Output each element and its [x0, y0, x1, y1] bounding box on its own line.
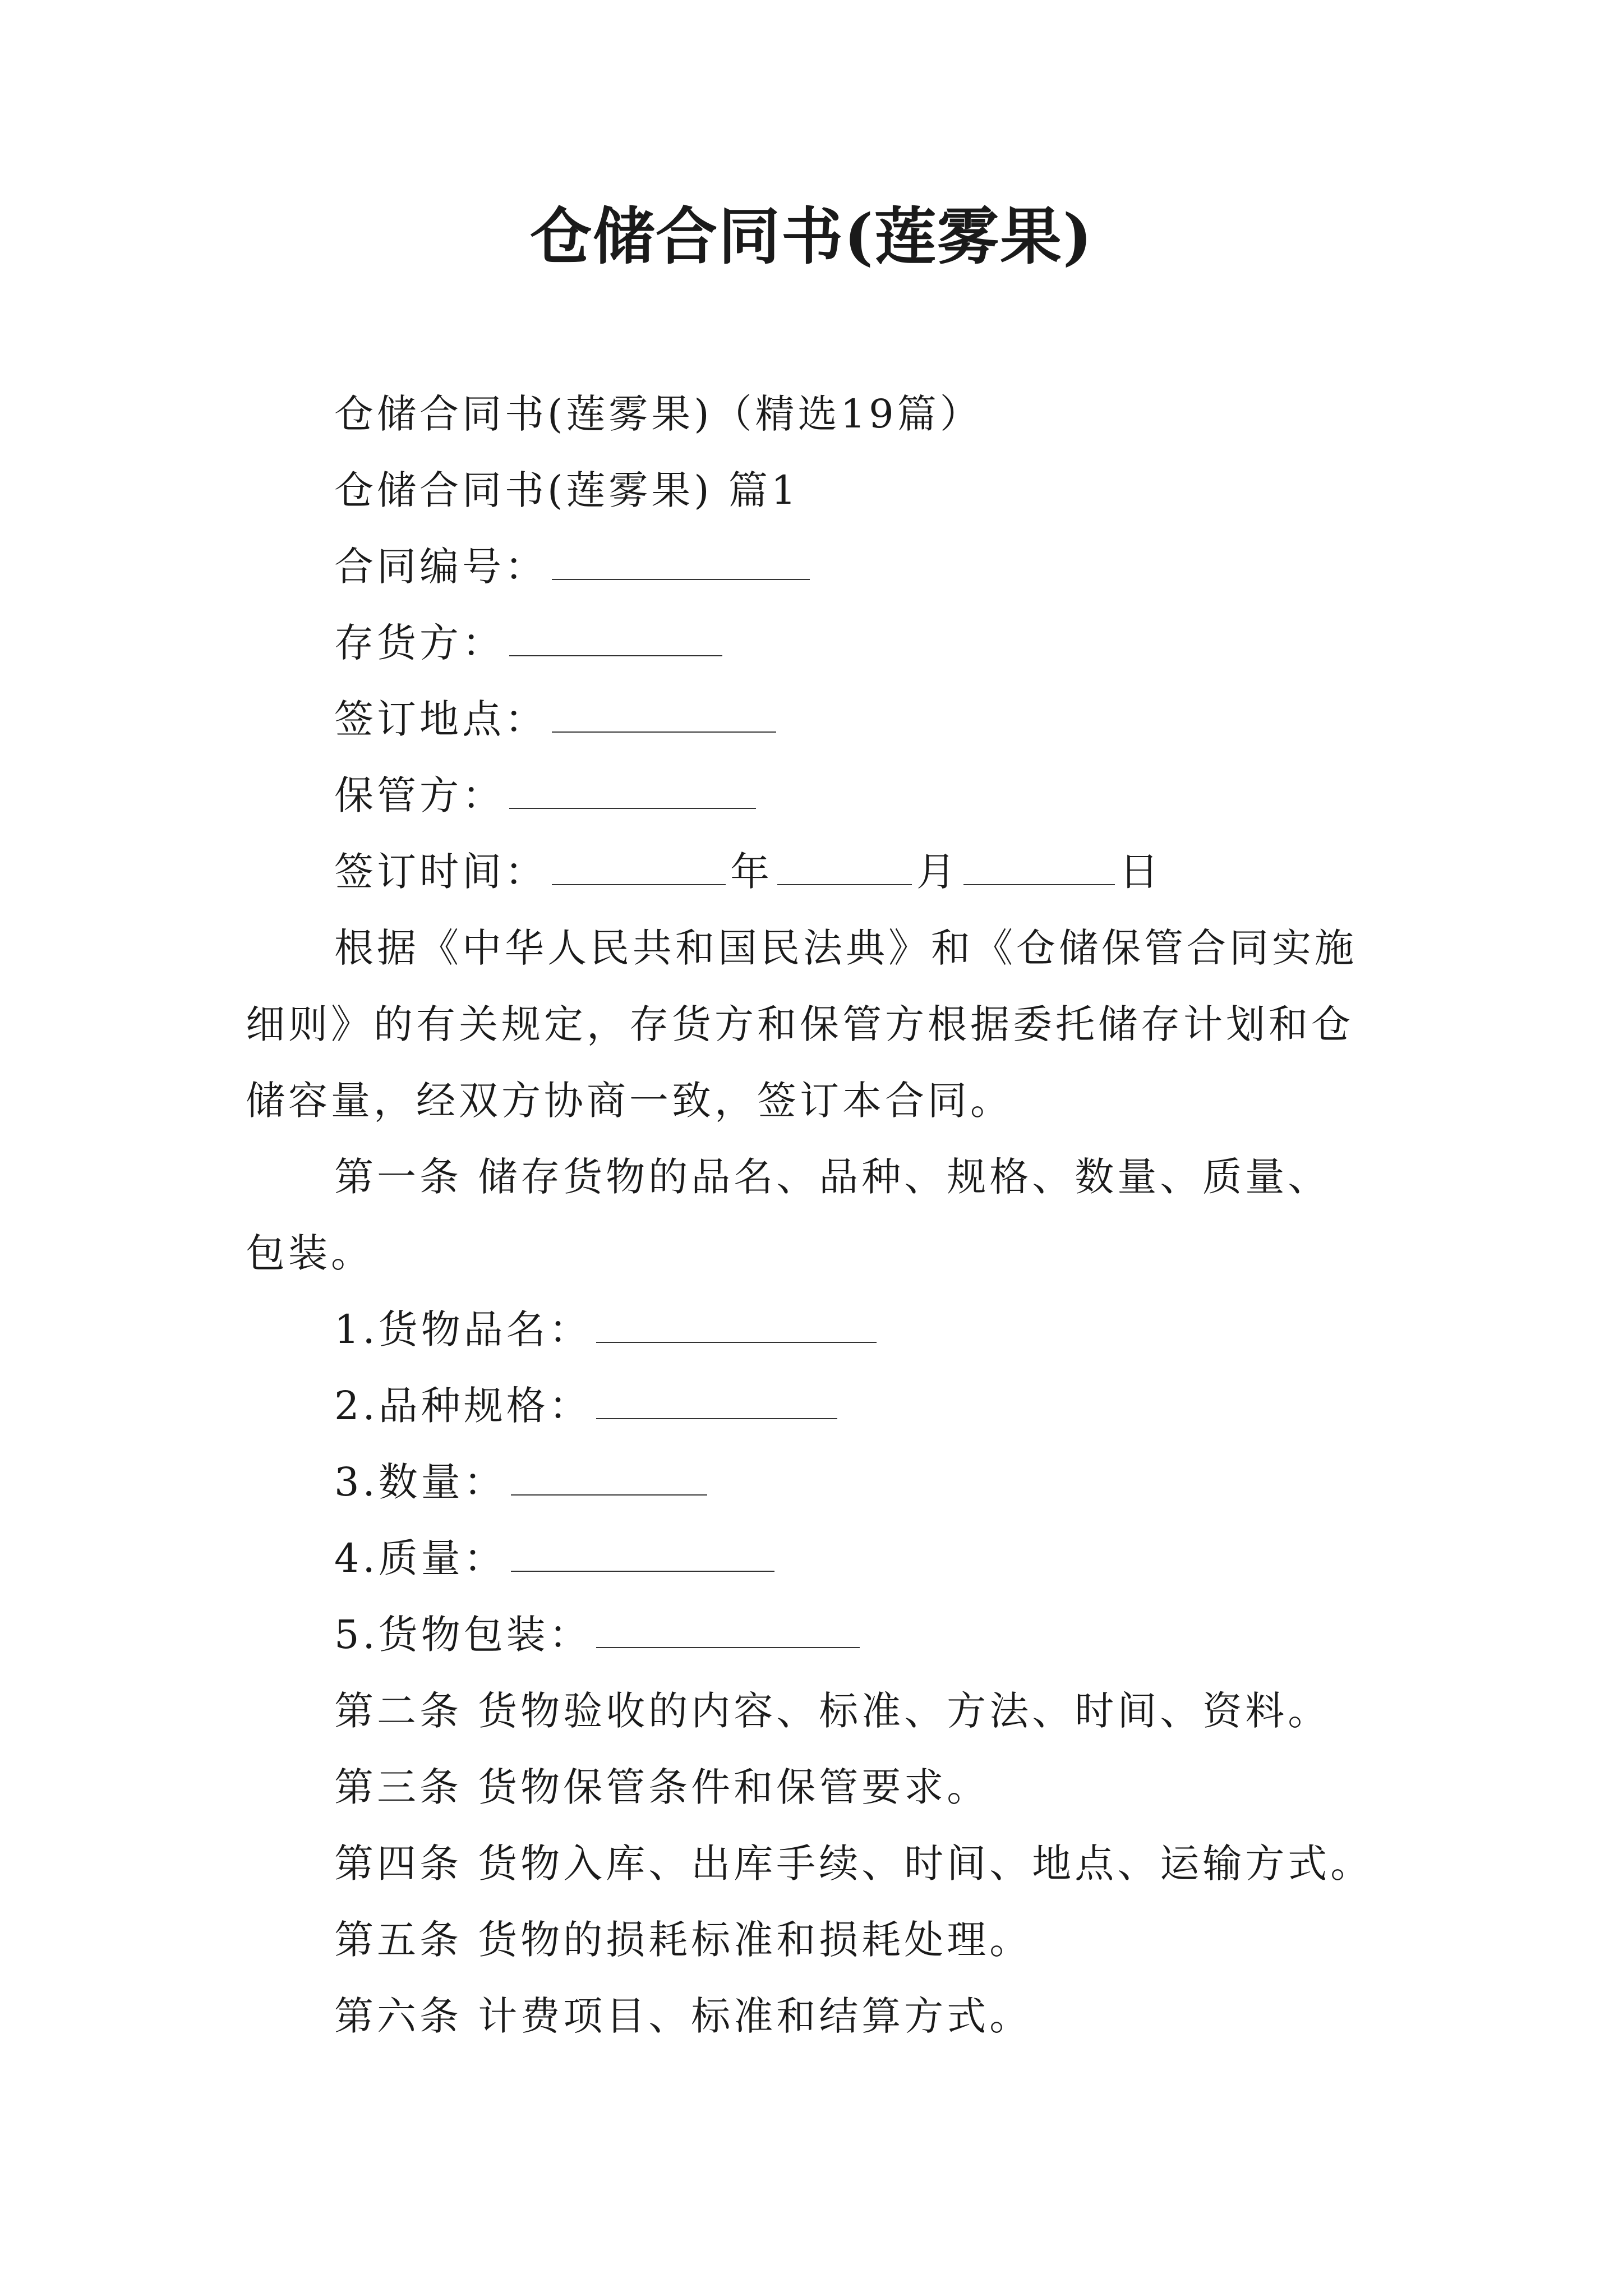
field-label: 合同编号： — [334, 544, 547, 590]
blank-line — [596, 1613, 860, 1648]
field-custodian — [334, 767, 756, 823]
document-subtitle: 仓储合同书(莲雾果)（精选19篇） — [334, 391, 983, 437]
year-label: 年 — [730, 849, 773, 895]
item-label: 4.质量： — [334, 1535, 506, 1581]
blank-line — [509, 622, 722, 656]
item-label: 5.货物包装： — [334, 1612, 592, 1658]
item-label: 3.数量： — [334, 1459, 506, 1505]
article-4: 第四条 货物入库、出库手续、时间、地点、运输方式。 — [334, 1841, 1373, 1887]
item-specification — [334, 1378, 837, 1434]
item-quantity — [334, 1454, 707, 1510]
blank-line — [509, 774, 756, 809]
field-label: 保管方： — [334, 772, 505, 818]
item-packaging — [334, 1607, 860, 1663]
field-sign-place — [334, 691, 776, 747]
article-5: 第五条 货物的损耗标准和损耗处理。 — [334, 1917, 1032, 1963]
item-label: 1.货物品名： — [334, 1306, 592, 1352]
item-label: 2.品种规格： — [334, 1383, 592, 1429]
blank-line — [511, 1461, 707, 1496]
day-label: 日 — [1119, 849, 1162, 895]
blank-line — [511, 1537, 774, 1572]
section-heading: 仓储合同书(莲雾果) 篇1 — [334, 467, 800, 513]
preamble-line-3: 储容量，经双方协商一致，签订本合同。 — [246, 1078, 1013, 1124]
field-depositor — [334, 615, 722, 671]
blank-line — [596, 1384, 837, 1419]
blank-line — [552, 850, 726, 885]
blank-line — [777, 850, 912, 885]
field-label: 签订地点： — [334, 696, 547, 742]
item-goods-name — [334, 1301, 877, 1358]
document-title: 仓储合同书(莲雾果) — [529, 200, 1094, 273]
article-1-line-2: 包装。 — [246, 1230, 374, 1276]
item-quality — [334, 1530, 774, 1586]
field-contract-no — [334, 539, 810, 595]
article-6: 第六条 计费项目、标准和结算方式。 — [334, 1993, 1032, 2039]
preamble-line-2: 细则》的有关规定，存货方和保管方根据委托储存计划和仓 — [246, 1001, 1354, 1047]
month-label: 月 — [916, 849, 959, 895]
article-2: 第二条 货物验收的内容、标准、方法、时间、资料。 — [334, 1688, 1331, 1734]
field-sign-time — [334, 844, 1162, 900]
article-3: 第三条 货物保管条件和保管要求。 — [334, 1764, 990, 1810]
field-label: 签订时间： — [334, 849, 547, 895]
article-1-line-1: 第一条 储存货物的品名、品种、规格、数量、质量、 — [334, 1154, 1331, 1200]
blank-line — [552, 545, 810, 580]
blank-line — [596, 1308, 877, 1343]
preamble-line-1: 根据《中华人民共和国民法典》和《仓储保管合同实施 — [334, 925, 1357, 971]
blank-line — [963, 850, 1115, 885]
field-label: 存货方： — [334, 620, 505, 666]
blank-line — [552, 698, 776, 733]
